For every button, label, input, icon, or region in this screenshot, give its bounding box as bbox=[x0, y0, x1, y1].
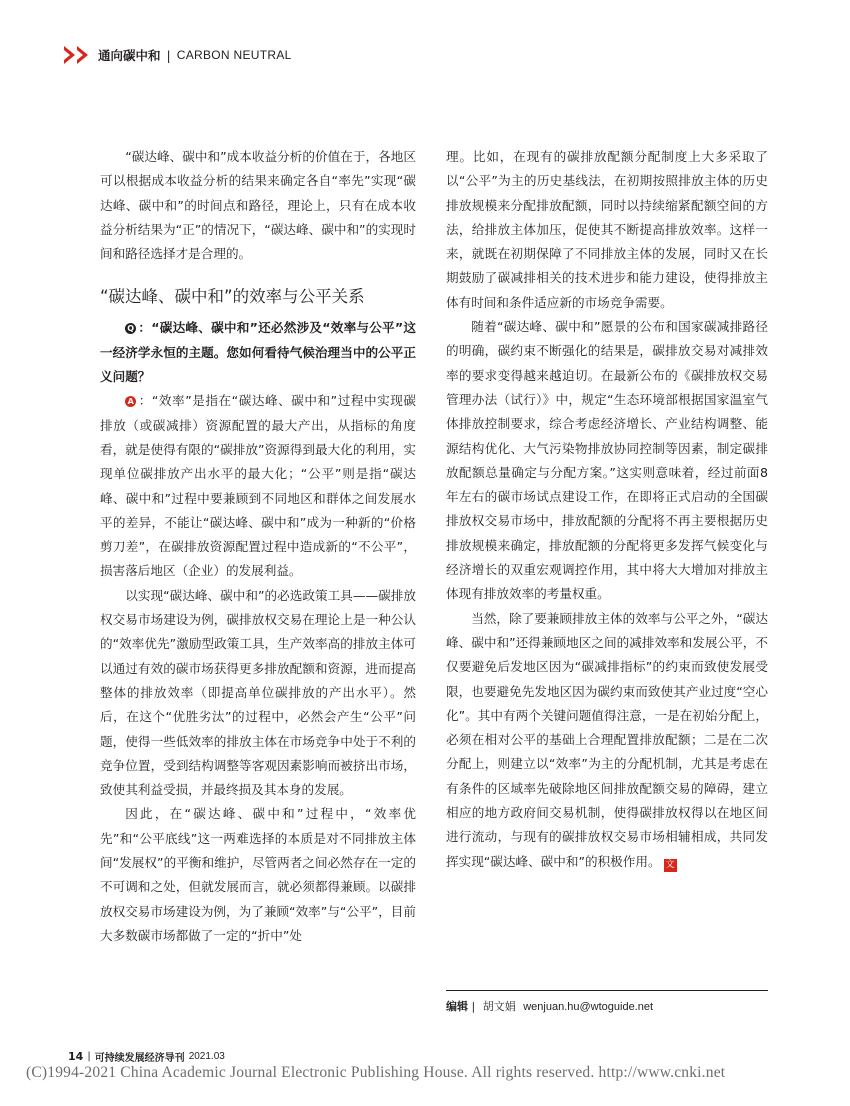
intro-paragraph: “碳达峰、碳中和”成本收益分析的价值在于，各地区可以根据成本收益分析的结果来确定各自“率先”实现“碳达峰、碳中和”的时间点和路径，理论上，只有在成本收益分析结果为“正”的情况下，“碳达峰、碳中和”的实现时间和路径选择才是合理的。 bbox=[100, 149, 416, 262]
issue-number: 2021.03 bbox=[188, 1051, 225, 1062]
editor-label: 编辑 bbox=[446, 1000, 468, 1013]
left-paragraph-2: 以实现“碳达峰、碳中和”的必选政策工具——碳排放权交易市场建设为例，碳排放权交易在理论上是一种公认的“效率优先”激励型政策工具，生产效率高的排放主体可以通过有效的碳市场获得更多排放配额和资源，进而提高整体的排放效率（即提高单位碳排放的产出水平）。然后，在这个“优胜劣汰”的过程中，必然会产生“公平”问题，使得一些低效率的排放主体在市场竞争中处于不利的竞争位置，受到结构调整等客观因素影响而被挤出市场，致使其利益受损，并最终损及其本身的发展。 bbox=[100, 587, 416, 798]
left-paragraph-3: 因此，在“碳达峰、碳中和”过程中，“效率优先”和“公平底线”这一两难选择的本质是对不同排放主体间“发展权”的平衡和维护，尽管两者之间必然存在一定的不可调和之处，但就发展而言，就必须都得兼顾。以碳排放权交易市场建设为例，为了兼顾“效率”与“公平”，目前大多数碳市场都做了一定的“折中”处 bbox=[100, 806, 416, 943]
question-paragraph bbox=[100, 316, 416, 389]
right-paragraph-3-text: 当然，除了要兼顾排放主体的效率与公平之外，“碳达峰、碳中和”还得兼顾地区之间的减排效率和发展公平，不仅要避免后发地区因为“碳减排指标”的约束而致使发展受限，也要避免先发地区因为碳约束而致使其产业过度“空心化”。其中有两个关键问题值得注意，一是在初始分配上，必须在相对公平的基础上合理配置排放配额；二是在二次分配上，则建立以“效率”为主的分配机制，尤其是考虑在有条件的区域率先破除地区间排放配额交易的障碍，建立相应的地方政府间交易机制，使得碳排放权得以在地区间进行流动，与现有的碳排放权交易市场相辅相成，共同发挥实现“碳达峰、碳中和”的积极作用。 bbox=[446, 610, 768, 869]
answer-icon: A bbox=[125, 396, 136, 407]
end-mark-icon: 文 bbox=[665, 859, 675, 870]
left-column bbox=[100, 145, 416, 948]
section-heading: “碳达峰、碳中和”的效率与公平关系 bbox=[100, 287, 365, 307]
question-text: ：“碳达峰、碳中和”还必然涉及“效率与公平”这一经济学永恒的主题。您如何看待气候治理当中的公平正义问题？ bbox=[100, 320, 416, 385]
right-column bbox=[446, 145, 768, 874]
right-paragraph-3 bbox=[446, 607, 768, 874]
footer-separator: | bbox=[87, 1051, 91, 1062]
section-header bbox=[64, 44, 292, 66]
question-icon: Q bbox=[125, 323, 136, 334]
right-paragraph-2: 随着“碳达峰、碳中和”愿景的公布和国家碳减排路径的明确，碳约束不断强化的结果是，碳排放交易对减排效率的要求变得越来越迫切。在最新公布的《碳排放权交易管理办法（试行）》中，规定“生态环境部根据国家温室气体排放控制要求，综合考虑经济增长、产业结构调整、能源结构优化、大气污染物排放协同控制等因素，制定碳排放配额总量确定与分配方案。”这实则意味着，经过前面8年左右的碳市场试点建设工作，在即将正式启动的全国碳排放权交易市场中，排放配额的分配将不再主要根据历史排放规模来确定，排放配额的分配将更多发挥气候变化与经济增长的双重宏观调控作用，其中将大大增加对排放主体现有排放效率的考量权重。 bbox=[446, 319, 768, 602]
answer-paragraph bbox=[100, 389, 416, 583]
header-separator: | bbox=[166, 47, 171, 63]
editor-name: 胡文娟 bbox=[482, 1000, 516, 1013]
copyright-watermark: (C)1994-2021 China Academic Journal Electronic Publishing House. All rights reserved. http://www.cnki.net bbox=[26, 1064, 726, 1081]
editor-credit bbox=[446, 998, 653, 1014]
journal-name: 可持续发展经济导刊 bbox=[94, 1053, 185, 1064]
editor-divider bbox=[446, 990, 768, 991]
right-paragraph-1: 理。比如，在现有的碳排放配额分配制度上大多采取了以“公平”为主的历史基线法，在初期按照排放主体的历史排放规模来分配排放配额，同时以持续缩紧配额空间的方法，给排放主体加压，促使其不断提高排放效率。这样一来，就既在初期保障了不同排放主体的发展，同时又在长期鼓励了碳减排相关的技术进步和能力建设，使得排放主体有时间和条件适应新的市场竞争需要。 bbox=[446, 149, 768, 310]
editor-separator: | bbox=[471, 1000, 476, 1013]
page-number: 14 bbox=[68, 1050, 84, 1063]
editor-email: wenjuan.hu@wtoguide.net bbox=[523, 1001, 654, 1013]
double-chevron-icon bbox=[64, 46, 90, 64]
section-title-cn: 通向碳中和 bbox=[98, 48, 161, 63]
page-footer bbox=[68, 1049, 225, 1064]
section-title-en: CARBON NEUTRAL bbox=[176, 48, 292, 62]
answer-text: ：“效率”是指在“碳达峰、碳中和”过程中实现碳排放（或碳减排）资源配置的最大产出，从指标的角度看，就是使得有限的“碳排放”资源得到最大化的利用，实现单位碳排放产出水平的最大化；“公平”则是指“碳达峰、碳中和”过程中要兼顾到不同地区和群体之间发展水平的差异，不能让“碳达峰、碳中和”成为一种新的“价格剪刀差”，在碳排放资源配置过程中造成新的“不公平”，损害落后地区（企业）的发展利益。 bbox=[100, 393, 416, 579]
